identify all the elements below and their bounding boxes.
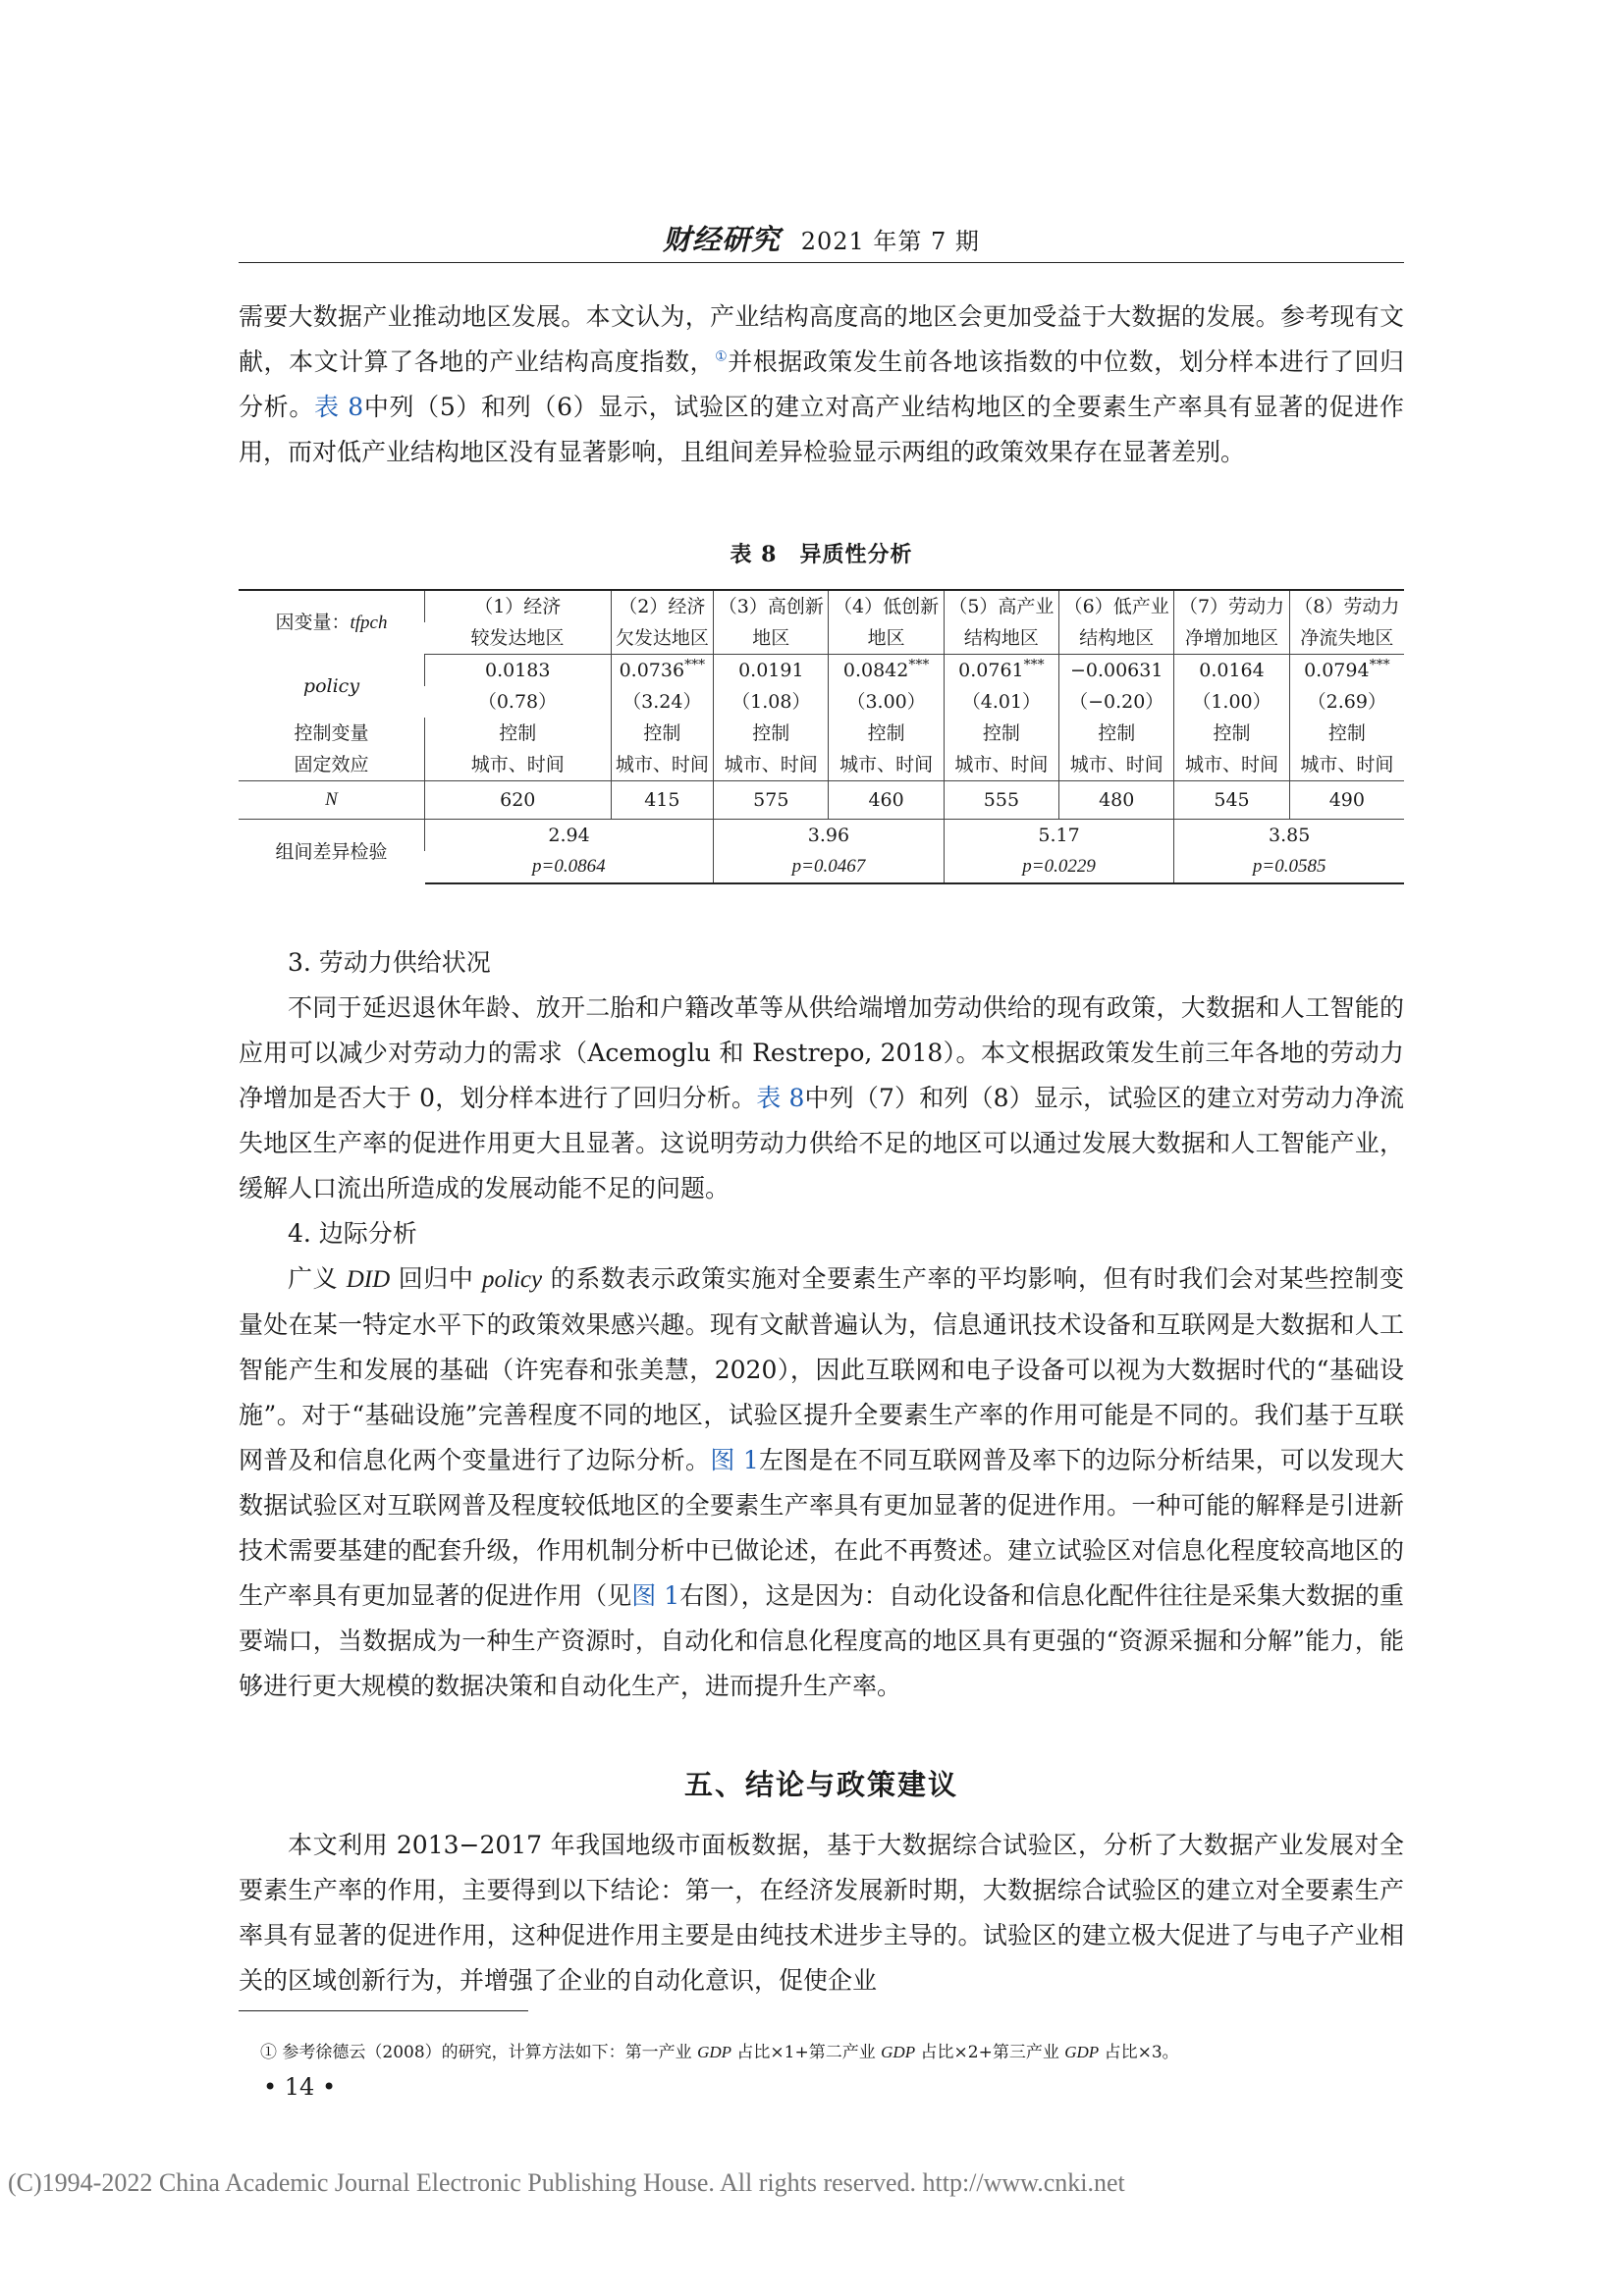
figure-1-link[interactable]: 图 1 [710,1446,759,1474]
fe-cell: 城市、时间 [714,749,829,781]
controls-label: 控制变量 [294,722,369,744]
coef-value: 0.0191 [738,660,804,681]
column-header-sub: 地区 [829,622,944,655]
n-cell: 620 [425,781,612,820]
diff-stat-cell: 3.85 [1174,820,1404,852]
column-header-sub: 较发达地区 [425,622,612,655]
n-cell: 490 [1289,781,1404,820]
coef-cell [611,655,714,687]
figure-1-link-2[interactable]: 图 1 [631,1581,680,1610]
n-cell: 415 [611,781,714,820]
column-header-sub: 欠发达地区 [611,622,714,655]
significance-stars: *** [684,657,706,673]
n-cell: 460 [829,781,944,820]
n-cell: 575 [714,781,829,820]
coef-cell [1059,655,1174,687]
column-header-sub: 净流失地区 [1289,622,1404,655]
column-header: （5）高产业 [944,590,1058,622]
significance-stars: *** [1023,657,1045,673]
diff-p-cell: p=0.0585 [1174,851,1404,883]
coef-value: 0.0842 [842,660,909,681]
fe-cell: 城市、时间 [611,749,714,781]
table-title: 表 8 异质性分析 [730,542,913,567]
fe-cell: 城市、时间 [829,749,944,781]
fe-cell: 城市、时间 [1059,749,1174,781]
coef-value: 0.0736 [619,660,685,681]
coef-value: −0.00631 [1069,660,1163,681]
diff-stat-cell: 2.94 [425,820,714,852]
tstat-cell: （3.24） [611,686,714,718]
coef-row [239,655,1404,687]
column-header-sub: 结构地区 [944,622,1058,655]
coef-cell [829,655,944,687]
diff-stat-cell: 3.96 [714,820,945,852]
intro-text-b: 并根据政策发生前各地该指数的中位数，划分样本进行了回归分析。 [239,347,1404,421]
section-3 [239,940,1404,1709]
tstat-cell: （−0.20） [1059,686,1174,718]
column-header: （7）劳动力 [1174,590,1289,622]
fe-cell: 城市、时间 [944,749,1058,781]
tstat-cell: （1.08） [714,686,829,718]
n-row [239,781,1404,820]
coef-cell [714,655,829,687]
column-header: （8）劳动力 [1289,590,1404,622]
column-header: （1）经济 [425,590,612,622]
controls-cell: 控制 [714,718,829,749]
n-cell: 555 [944,781,1058,820]
coef-value: 0.0183 [485,660,551,681]
fe-cell: 城市、时间 [425,749,612,781]
intro-text-a: 需要大数据产业推动地区发展。本文认为，产业结构高度高的地区会更加受益于大数据的发展。参考现有文献，本文计算了各地的产业结构高度指数， [239,302,1404,376]
diff-stat-row [239,820,1404,852]
column-header: （6）低产业 [1059,590,1174,622]
table-header-row-1 [239,590,1404,622]
column-header-sub: 结构地区 [1059,622,1174,655]
policy-label: policy [302,674,360,697]
section-4-heading: 4. 边际分析 [288,1219,417,1248]
dep-var-label: 因变量：tfpch [239,590,425,655]
table-8-link[interactable]: 表 8 [314,393,364,421]
tstat-cell: （0.78） [477,691,558,713]
column-header-sub: 地区 [714,622,829,655]
footnote-rule [239,2010,528,2011]
coef-cell [944,655,1058,687]
n-cell: 545 [1174,781,1289,820]
copyright-watermark: (C)1994-2022 China Academic Journal Electronic Publishing House. All rights reserved. http://www.cnki.net [8,2168,1125,2197]
controls-cell: 控制 [611,718,714,749]
n-label: N [239,781,425,820]
diff-stat-cell: 5.17 [944,820,1174,852]
controls-row [239,718,1404,749]
tstat-cell: （4.01） [944,686,1058,718]
column-header: （3）高创新 [714,590,829,622]
tstat-cell: （1.00） [1174,686,1289,718]
issue-label: 2021 年第 7 期 [800,228,980,255]
tstat-cell: （3.00） [829,686,944,718]
controls-cell: 控制 [425,718,612,749]
significance-stars: *** [1369,657,1390,673]
section-3-paragraph: 不同于延迟退休年龄、放开二胎和户籍改革等从供给端增加劳动供给的现有政策，大数据和人工智能的应用可以减少对劳动力的需求（Acemoglu 和 Restrepo, 2018）。本文根据政策发生前三年各地的劳动力净增加是否大于 0，划分样本进行了回归分析。表 8中列（7）和列（8）显示，试验区的建立对劳动力净流失地区生产率的促进作用更大且显著。这说明劳动力供给不足的地区可以通过发展大数据和人工智能产业，缓解人口流出所造成的发展动能不足的问题。 [239,993,1404,1202]
page-number: • 14 • [263,2073,337,2101]
footnote-marker[interactable]: ① [715,348,729,365]
controls-cell: 控制 [829,718,944,749]
coef-cell [1289,655,1404,687]
diff-label: 组间差异检验 [275,840,388,863]
intro-paragraph [239,294,1404,475]
fe-label: 固定效应 [294,754,369,775]
section-3-heading: 3. 劳动力供给状况 [288,948,491,977]
journal-name: 财经研究 [663,223,782,256]
column-header-sub: 净增加地区 [1174,622,1289,655]
fe-row [239,749,1404,781]
running-header [239,218,1404,258]
heterogeneity-table [239,589,1404,884]
section-5-title: 五、结论与政策建议 [683,1768,958,1801]
controls-cell: 控制 [944,718,1058,749]
controls-cell: 控制 [1289,718,1404,749]
coef-value: 0.0761 [958,660,1024,681]
coef-value: 0.0794 [1304,660,1370,681]
fe-cell: 城市、时间 [1289,749,1404,781]
footnote: ① 参考徐德云（2008）的研究，计算方法如下：第一产业 GDP 占比×1+第二产业 GDP 占比×2+第三产业 GDP 占比×3。 [260,2043,1179,2062]
section-4-paragraph: 广义 DID 回归中 policy 的系数表示政策实施对全要素生产率的平均影响，但有时我们会对某些控制变量处在某一特定水平下的政策效果感兴趣。现有文献普遍认为，信息通讯技术设备和互联网是大数据和人工智能产生和发展的基础（许宪春和张美慧，2020），因此互联网和电子设备可以视为大数据时代的“基础设施”。对于“基础设施”完善程度不同的地区，试验区提升全要素生产率的作用可能是不同的。我们基于互联网普及和信息化两个变量进行了边际分析。图 1左图是在不同互联网普及率下的边际分析结果，可以发现大数据试验区对互联网普及程度较低地区的全要素生产率具有更加显著的促进作用。一种可能的解释是引进新技术需要基建的配套升级，作用机制分析中已做论述，在此不再赘述。建立试验区对信息化程度较高地区的生产率具有更加显著的促进作用（见图 1右图），这是因为：自动化设备和信息化配件往往是采集大数据的重要端口，当数据成为一种生产资源时，自动化和信息化程度高的地区具有更强的“资源采掘和分解”能力，能够进行更大规模的数据决策和自动化生产，进而提升生产率。 [239,1264,1405,1700]
diff-p-cell: p=0.0864 [425,851,714,883]
coef-value: 0.0164 [1199,660,1265,681]
diff-p-cell: p=0.0467 [714,851,945,883]
section-5-paragraph: 本文利用 2013−2017 年我国地级市面板数据，基于大数据综合试验区，分析了大数据产业发展对全要素生产率的作用，主要得到以下结论：第一，在经济发展新时期，大数据综合试验区的建立对全要素生产率具有显著的促进作用，这种促进作用主要是由纯技术进步主导的。试验区的建立极大促进了与电子产业相关的区域创新行为，并增强了企业的自动化意识，促使企业 [239,1831,1404,1995]
coef-cell [425,655,612,687]
coef-cell [1174,655,1289,687]
tstat-cell: （2.69） [1289,686,1404,718]
controls-cell: 控制 [1059,718,1174,749]
header-rule [239,262,1404,263]
significance-stars: *** [908,657,930,673]
intro-text-c: 中列（5）和列（6）显示，试验区的建立对高产业结构地区的全要素生产率具有显著的促进作用，而对低产业结构地区没有显著影响，且组间差异检验显示两组的政策效果存在显著差别。 [239,393,1404,466]
controls-cell: 控制 [1174,718,1289,749]
table-8-link-2[interactable]: 表 8 [756,1084,805,1112]
diff-p-cell: p=0.0229 [944,851,1174,883]
column-header: （2）经济 [611,590,714,622]
column-header: （4）低创新 [829,590,944,622]
n-cell: 480 [1059,781,1174,820]
fe-cell: 城市、时间 [1174,749,1289,781]
